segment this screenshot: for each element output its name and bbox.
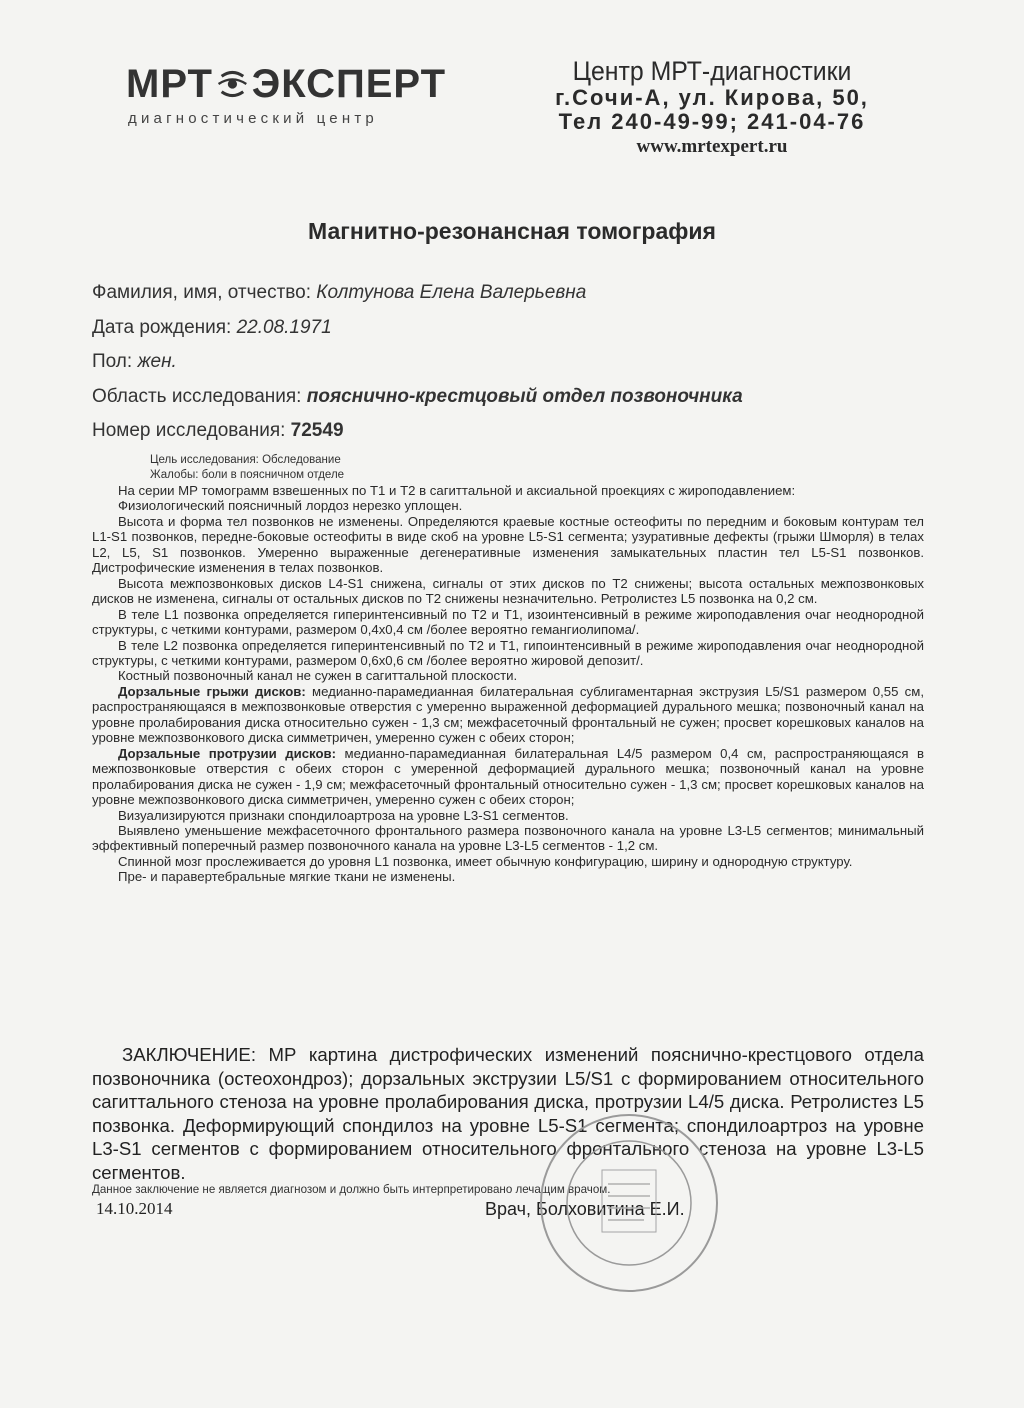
patient-name: Фамилия, имя, отчество: Колтунова Елена Валерьевна xyxy=(92,282,587,303)
protrusion-heading: Дорзальные протрузии дисков: xyxy=(118,745,337,761)
findings-paragraph: Визуализируются признаки спондилоартроза на уровне L3-S1 сегментов. xyxy=(118,807,569,823)
findings-paragraph: Костный позвоночный канал не сужен в сагиттальной плоскости. xyxy=(118,668,518,684)
logo-text-left: МРТ xyxy=(126,62,213,106)
study-purpose: Цель исследования: Обследование xyxy=(150,454,341,466)
hernia-heading: Дорзальные грыжи дисков: xyxy=(118,683,306,699)
website-link[interactable]: www.mrtexpert.ru xyxy=(636,136,788,157)
clinic-contacts xyxy=(512,56,912,160)
findings-paragraph: Выявлено уменьшение межфасеточного фронтального размера позвоночного канала на уровне L3-L5 сегментов; минимальный эффективный поперечный размер позвоночного канала на уровне L3-L5 сегментов - 1,2 см. xyxy=(92,822,924,854)
findings-paragraph: В теле L1 позвонка определяется гиперинтенсивный по Т2 и Т1, изоинтенсивный в режиме жироподавления очаг неоднородной структуры, с четкими контурами, размером 0,4х0,4 см /более вероятно гемангиолипома/. xyxy=(92,606,924,638)
findings-paragraph: Физиологический поясничный лордоз нерезко уплощен. xyxy=(118,498,463,514)
patient-sex: Пол: жен. xyxy=(92,351,177,372)
study-area: Область исследования: пояснично-крестцовый отдел позвоночника xyxy=(92,386,743,407)
logo-subtitle: диагностический центр xyxy=(128,110,378,127)
doctor-signature: Врач, Болховитина Е.И. xyxy=(485,1199,685,1219)
study-number: Номер исследования: 72549 xyxy=(92,420,344,441)
study-number-value: 72549 xyxy=(290,420,344,441)
complaints: Жалобы: боли в поясничном отделе xyxy=(150,469,345,481)
patient-name-value: Колтунова Елена Валерьевна xyxy=(316,282,587,303)
report-date: 14.10.2014 xyxy=(96,1199,173,1218)
logo-text-right: ЭКСПЕРТ xyxy=(251,62,446,106)
conclusion-text: ЗАКЛЮЧЕНИЕ: МР картина дистрофических изменений пояснично-крестцового отдела позвоночника (остеохондроз); дорзальных экструзии L5/S1 с формированием относительного сагиттального стеноза на уровне пролабирования диска, протрузии L4/5 диска. Ретролистез L5 позвонка. Деформирующий спондилоз на уровне L5-S1 сегмента; спондилоартроз на уровне L3-S1 сегментов с формированием относительного фронтального стеноза на уровне L3-L5 сегментов. xyxy=(92,1044,924,1183)
clinic-logo xyxy=(126,62,446,127)
findings-paragraph: На серии МР томограмм взвешенных по Т1 и Т2 в сагиттальной и аксиальной проекциях с жироподавлением: xyxy=(118,483,796,498)
center-title: Центр МРТ-диагностики xyxy=(572,56,852,86)
patient-sex-value: жен. xyxy=(137,351,177,372)
clinic-stamp-icon xyxy=(534,1108,724,1298)
conclusion xyxy=(92,1043,924,1184)
disclaimer: Данное заключение не является диагнозом и должно быть интерпретировано лечащим врачом. xyxy=(92,1183,611,1196)
center-address: г.Сочи-А, ул. Кирова, 50, xyxy=(555,85,869,110)
findings-paragraph: Высота межпозвонковых дисков L4-S1 снижена, сигналы от этих дисков по Т2 снижены; высота остальных межпозвонковых дисков не изменена, сигналы от остальных дисков по Т2 снижены незначительно. Ретролистез L5 позвонка на 0,2 см. xyxy=(92,575,924,607)
study-area-value: пояснично-крестцовый отдел позвоночника xyxy=(306,386,743,407)
findings-text xyxy=(92,483,924,885)
document-title: Магнитно-резонансная томография xyxy=(308,218,716,244)
findings-paragraph: Дорзальные протрузии дисков: медианно-парамедианная билатеральная L4/5 размером 0,4 см, распространяющаяся в межпозвонковые отверстия с обеих сторон с умеренной деформацией дурального мешка; позвоночный канал на уровне пролабирования диска не сужен - 1,9 см; межфасеточный фронтальный относительно сужен - 1,3 см; просвет корешковых каналов на уровне межпозвонкового диска симметричен, умеренно сужен с обеих сторон; xyxy=(92,745,924,808)
findings-paragraph: Пре- и паравертебральные мягкие ткани не изменены. xyxy=(118,869,456,885)
patient-dob: Дата рождения: 22.08.1971 xyxy=(92,317,332,338)
findings-paragraph: Высота и форма тел позвонков не изменены. Определяются краевые костные остеофиты по передним и боковым контурам тел L1-S1 позвонков, передне-боковые остеофиты в виде скоб на уровне L5-S1 сегмента; узуративные дефекты (грыжи Шморля) в телах L2, L5, S1 позвонков. Умеренно выраженные дегенеративные изменения замыкательных пластин тел L5-S1 позвонков. Дистрофические изменения в телах позвонков. xyxy=(92,513,924,576)
logo-eye-icon xyxy=(217,66,248,102)
center-phone: Тел 240-49-99; 241-04-76 xyxy=(558,109,866,134)
patient-dob-value: 22.08.1971 xyxy=(236,317,332,338)
findings-paragraph: Спинной мозг прослеживается до уровня L1 позвонка, имеет обычную конфигурацию, ширину и однородную структуру. xyxy=(118,853,853,869)
findings-paragraph: В теле L2 позвонка определяется гиперинтенсивный по Т2 и Т1, гипоинтенсивный в режиме жироподавления очаг неоднородной структуры, с четкими контурами, размером 0,6х0,6 см /более вероятно жировой депозит/. xyxy=(92,637,924,668)
findings-paragraph: Дорзальные грыжи дисков: медианно-парамедианная билатеральная сублигаментарная экструзия L5/S1 размером 0,55 см, распространяющаяся в межпозвонковые отверстия с умеренно выраженной деформацией дурального мешка; позвоночный канал на уровне пролабирования диска относительно сужен - 1,3 см; межфасеточный фронтальный не сужен; просвет корешковых каналов на уровне межпозвонкового диска симметричен, умеренно сужен с обеих сторон; xyxy=(92,683,924,746)
